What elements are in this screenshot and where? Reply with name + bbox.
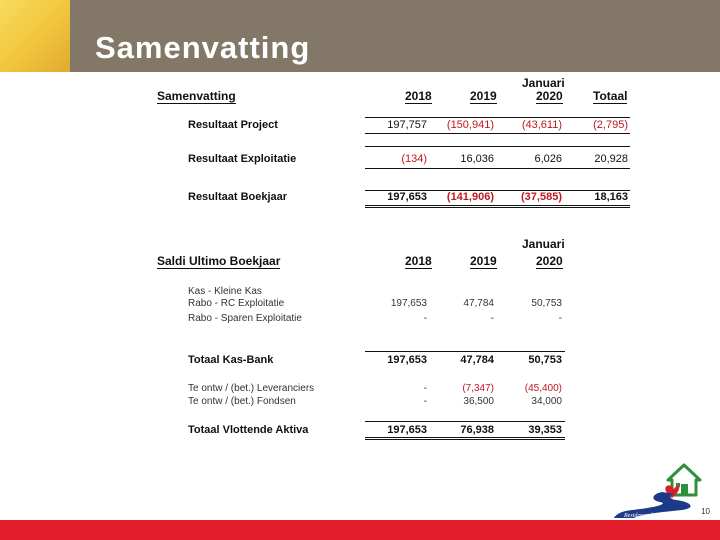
table2-row-label: Te ontw / (bet.) Leveranciers [188, 383, 315, 394]
table2-row-label: Totaal Vlottende Aktiva [188, 424, 309, 436]
table1-cell-total: 20,928 [594, 153, 628, 165]
table2-row-label: Kas - Kleine Kas [188, 286, 262, 297]
table1-cell-2020: 6,026 [534, 153, 562, 165]
table1-rule [365, 205, 630, 206]
table1-cell-2018: 197,653 [387, 191, 427, 203]
table2-cell-2018: 197,653 [387, 424, 427, 436]
table2-rule [365, 351, 565, 352]
table2-cell-2020: 50,753 [528, 354, 562, 366]
table2-cell-2020: (45,400) [524, 383, 562, 394]
table2-cell-2020: - [558, 313, 562, 324]
table1-cell-2018: (134) [401, 153, 427, 165]
table1-rule [365, 168, 630, 169]
header-accent-block [0, 0, 70, 72]
table1-col-totaal: Totaal [593, 89, 628, 103]
table2-cell-2019: 47,784 [463, 298, 494, 309]
table1-col-2019: 2019 [470, 89, 497, 103]
table1-cell-2019: (141,906) [446, 191, 494, 203]
table1-col-2020: 2020 [536, 89, 563, 103]
residence-logo [612, 462, 702, 520]
table1-row-label: Resultaat Boekjaar [188, 191, 288, 203]
table2-row-label: Rabo - RC Exploitatie [188, 298, 285, 309]
table2-col-januari: Januari [522, 237, 565, 251]
table2-col-2019: 2019 [470, 254, 497, 268]
table1-row-label: Resultaat Exploitatie [188, 153, 297, 165]
table1-rule [365, 207, 630, 208]
table2-cell-2019: 76,938 [460, 424, 494, 436]
table2-cell-2018: 197,653 [390, 298, 427, 309]
table2-cell-2018: - [423, 313, 427, 324]
table2-cell-2019: - [490, 313, 494, 324]
table1-cell-2020: (37,585) [521, 191, 562, 203]
table2-rule [365, 437, 565, 438]
table1-row-label: Resultaat Project [188, 119, 278, 131]
table1-rule [365, 146, 630, 147]
table2-cell-2020: 34,000 [531, 396, 562, 407]
table2-cell-2019: 36,500 [463, 396, 494, 407]
footer-band [0, 520, 720, 540]
logo-text: Residence de Sink [624, 513, 668, 519]
table1-cell-total: (2,795) [593, 119, 628, 131]
table1-cell-total: 18,163 [594, 191, 628, 203]
table2-rule [365, 439, 565, 440]
table1-rule [365, 117, 630, 118]
table2-col-2018: 2018 [405, 254, 432, 268]
page-number: 10 [701, 507, 710, 516]
table2-rule [365, 421, 565, 422]
table2-row-label: Rabo - Sparen Exploitatie [188, 313, 302, 324]
table1-rule [365, 133, 630, 134]
table2-row-label: Te ontw / (bet.) Fondsen [188, 396, 296, 407]
table1-cell-2019: (150,941) [446, 119, 494, 131]
table2-cell-2020: 50,753 [531, 298, 562, 309]
table2-cell-2020: 39,353 [528, 424, 562, 436]
table1-col-2018: 2018 [405, 89, 432, 103]
table2-cell-2019: (7,347) [462, 383, 494, 394]
table1-cell-2018: 197,757 [387, 119, 427, 131]
table2-cell-2018: - [423, 383, 427, 394]
table2-cell-2018: 197,653 [387, 354, 427, 366]
table2-cell-2019: 47,784 [460, 354, 494, 366]
table1-cell-2019: 16,036 [460, 153, 494, 165]
table2-cell-2018: - [423, 396, 427, 407]
table2-heading: Saldi Ultimo Boekjaar [157, 254, 281, 268]
table1-cell-2020: (43,611) [521, 119, 562, 131]
table2-col-2020: 2020 [536, 254, 563, 268]
table1-heading: Samenvatting [157, 89, 236, 103]
slide-title: Samenvatting [95, 30, 311, 65]
table1-col-januari: Januari [522, 76, 565, 90]
table2-row-label: Totaal Kas-Bank [188, 354, 274, 366]
